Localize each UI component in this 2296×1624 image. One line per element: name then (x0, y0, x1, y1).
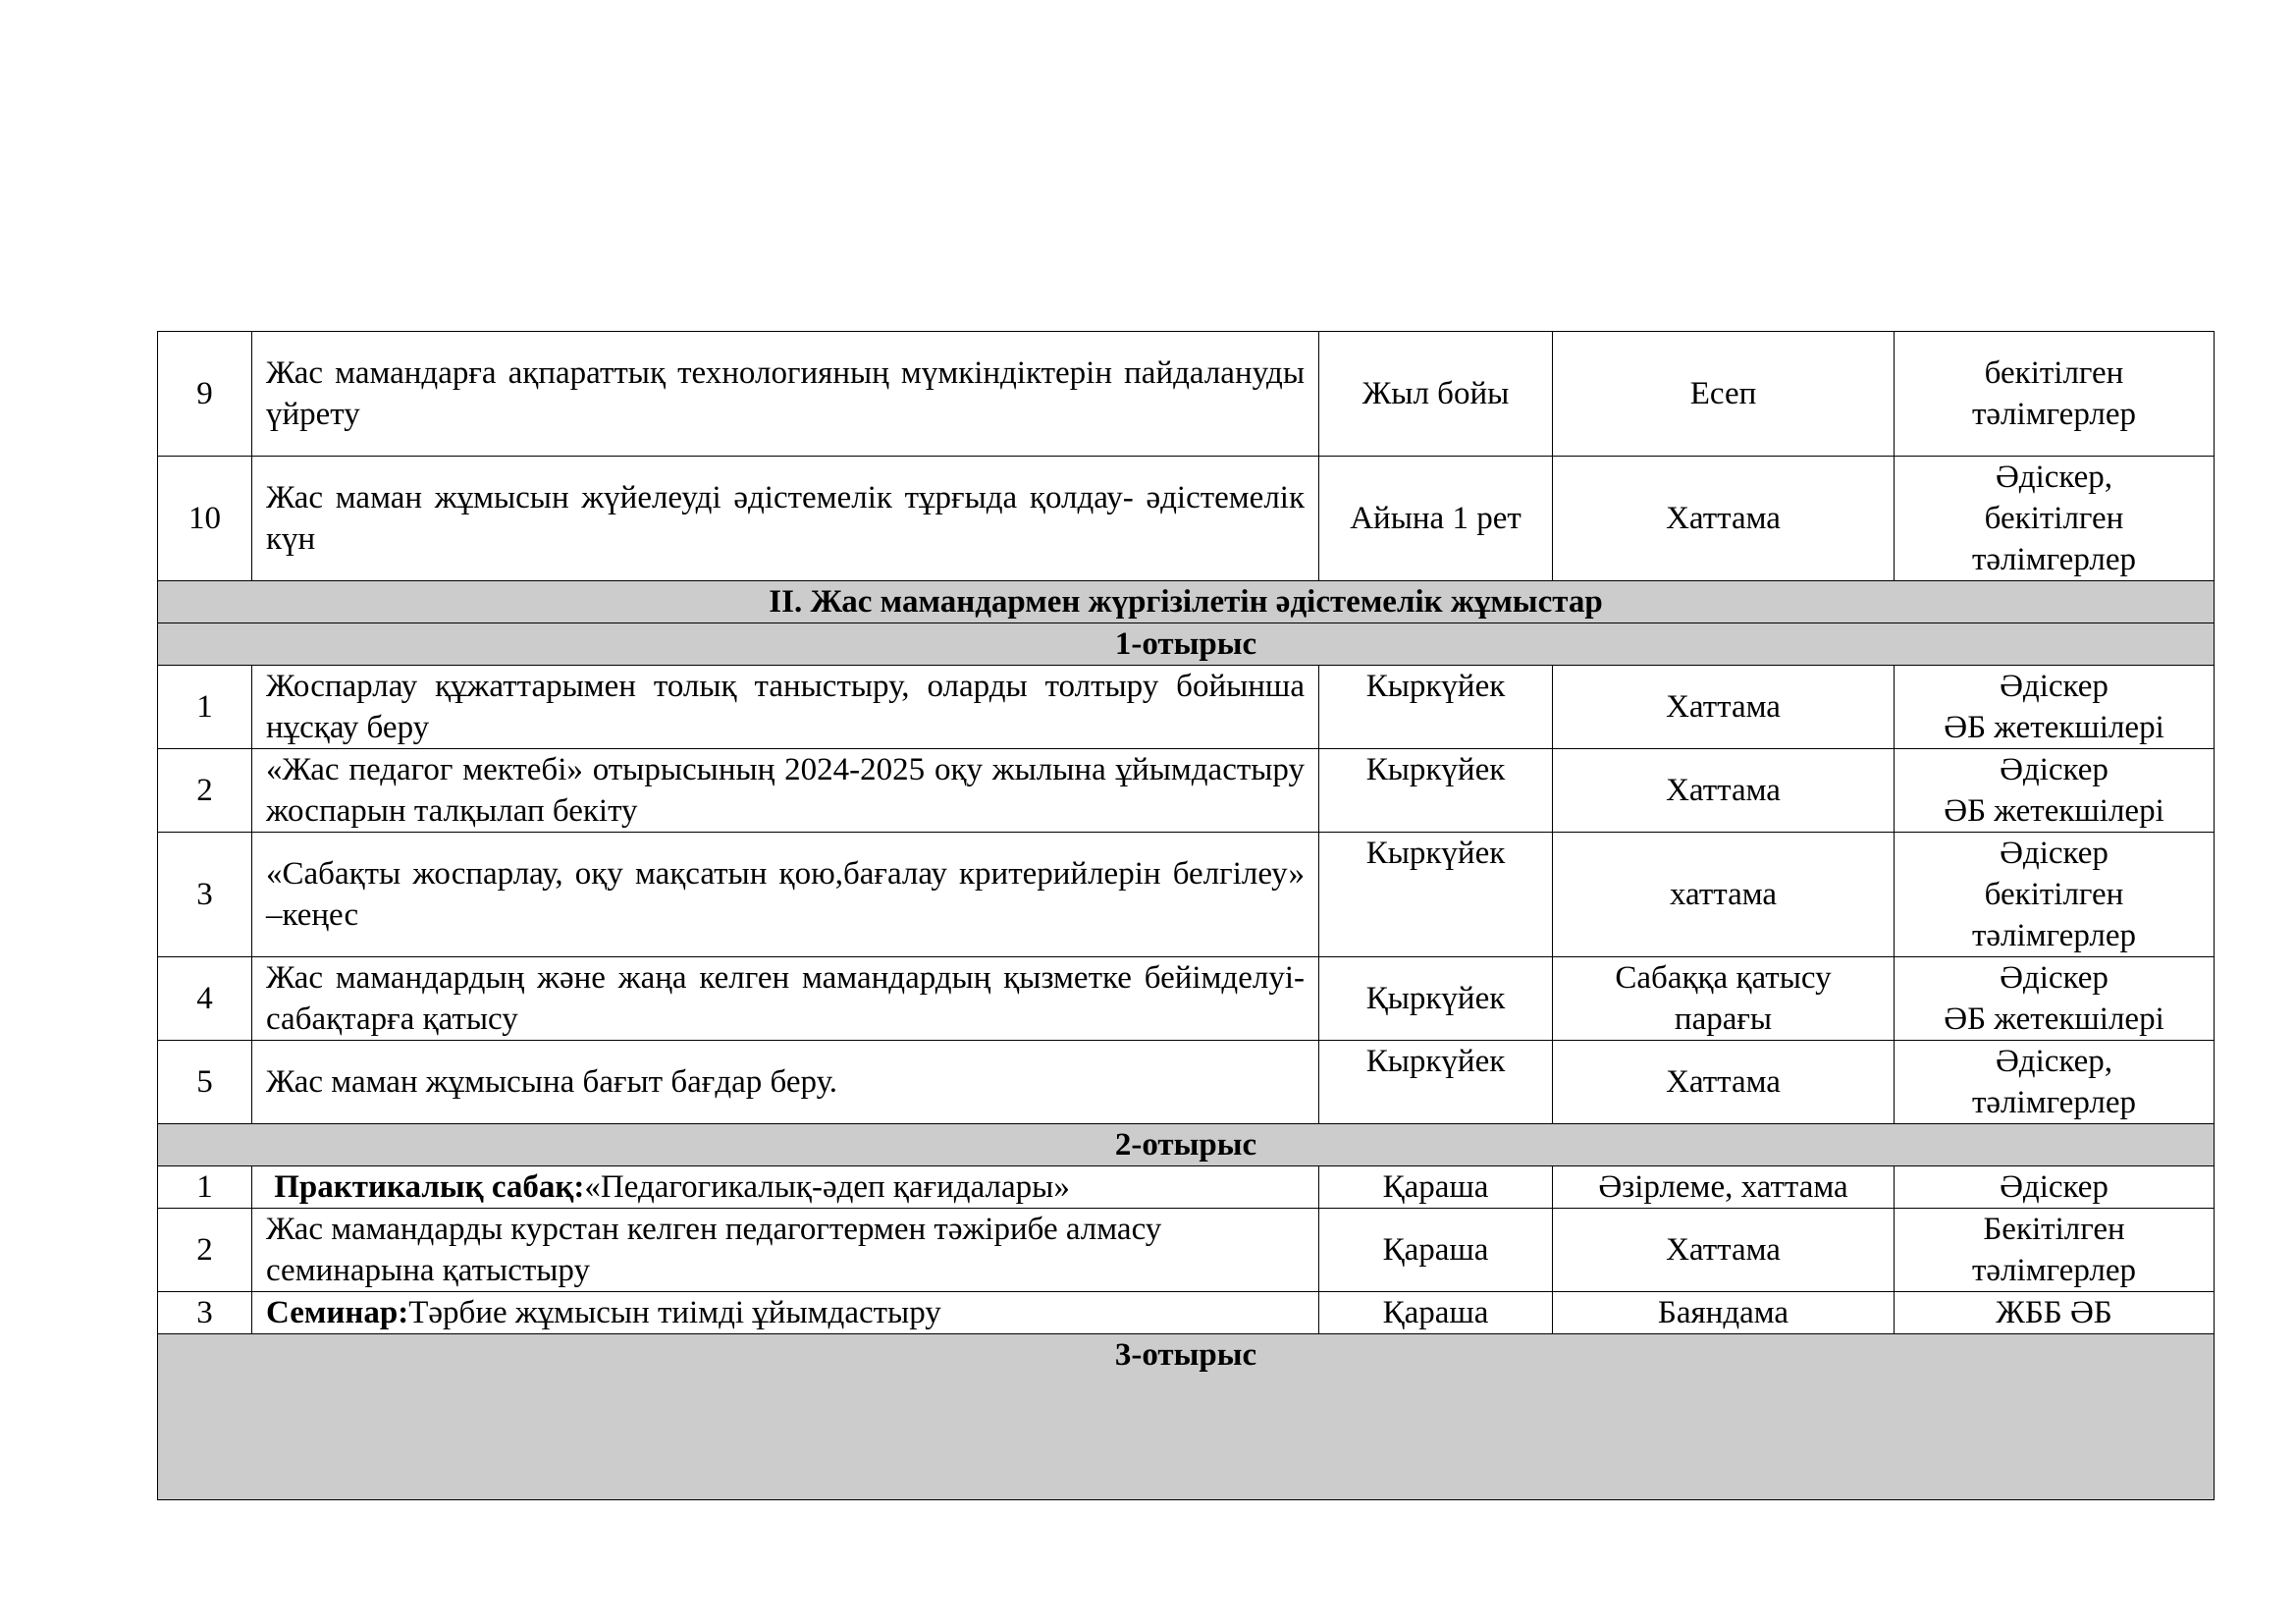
responsible: Әдіскер бекітілген тәлімгерлер (1895, 833, 2215, 957)
result-form: Есеп (1553, 332, 1895, 457)
activity-time: Кыркүйек (1319, 1041, 1553, 1124)
activity-description: Жас мамандарды курстан келген педагогтермен тәжірибе алмасу семинарына қатыстыру (252, 1209, 1319, 1292)
result-form: Әзірлеме, хаттама (1553, 1166, 1895, 1209)
responsible: Әдіскер ӘБ жетекшілері (1895, 749, 2215, 833)
row-number: 1 (158, 666, 252, 749)
result-form: Хаттама (1553, 1041, 1895, 1124)
activity-time: Қараша (1319, 1292, 1553, 1334)
activity-time: Кыркүйек (1319, 666, 1553, 749)
row-number: 4 (158, 957, 252, 1041)
session-1-title: 1-отырыс (158, 623, 2215, 666)
row-number: 2 (158, 1209, 252, 1292)
result-form: Сабаққа қатысу парағы (1553, 957, 1895, 1041)
activity-description: «Сабақты жоспарлау, оқу мақсатын қою,бағалау критерийлерін белгілеу» –кеңес (252, 833, 1319, 957)
row-number: 3 (158, 833, 252, 957)
activity-time: Кыркүйек (1319, 749, 1553, 833)
table-row (158, 1209, 2215, 1292)
table-row (158, 1041, 2215, 1124)
table-row (158, 749, 2215, 833)
responsible: бекітілген тәлімгерлер (1895, 332, 2215, 457)
result-form: Хаттама (1553, 749, 1895, 833)
row-number: 2 (158, 749, 252, 833)
activity-time: Кыркүйек (1319, 833, 1553, 957)
responsible: Әдіскер ӘБ жетекшілері (1895, 957, 2215, 1041)
row-number: 9 (158, 332, 252, 457)
activity-type-label: Семинар: (266, 1295, 409, 1330)
table-row (158, 833, 2215, 957)
row-number: 1 (158, 1166, 252, 1209)
responsible: Әдіскер, бекітілген тәлімгерлер (1895, 457, 2215, 581)
session-header-row (158, 1334, 2215, 1500)
activity-time: Айына 1 рет (1319, 457, 1553, 581)
activity-description: Жоспарлау құжаттарымен толық таныстыру, оларды толтыру бойынша нұсқау беру (252, 666, 1319, 749)
row-number: 10 (158, 457, 252, 581)
activity-description: «Жас педагог мектебі» отырысының 2024-2025 оқу жылына ұйымдастыру жоспарын талқылап бекіту (252, 749, 1319, 833)
activity-description (252, 1166, 1319, 1209)
session-3-title: 3-отырыс (158, 1334, 2215, 1500)
responsible: Әдіскер (1895, 1166, 2215, 1209)
responsible: ЖББ ӘБ (1895, 1292, 2215, 1334)
activity-topic: Тәрбие жұмысын тиімді ұйымдастыру (408, 1295, 941, 1330)
result-form: Баяндама (1553, 1292, 1895, 1334)
activity-description: Жас маман жұмысын жүйелеуді әдістемелік тұрғыда қолдау- әдістемелік күн (252, 457, 1319, 581)
activity-description: Жас мамандардың және жаңа келген мамандардың қызметке бейімделуі- сабақтарға қатысу (252, 957, 1319, 1041)
session-header-row (158, 1124, 2215, 1166)
row-number: 3 (158, 1292, 252, 1334)
activity-time: Қараша (1319, 1209, 1553, 1292)
row-number: 5 (158, 1041, 252, 1124)
responsible: Бекітілген тәлімгерлер (1895, 1209, 2215, 1292)
work-plan-table (157, 331, 2215, 1500)
table-row (158, 957, 2215, 1041)
table-row (158, 1292, 2215, 1334)
table-row (158, 666, 2215, 749)
result-form: Хаттама (1553, 666, 1895, 749)
responsible: Әдіскер ӘБ жетекшілері (1895, 666, 2215, 749)
section-header-row (158, 581, 2215, 623)
table-row (158, 1166, 2215, 1209)
session-header-row (158, 623, 2215, 666)
activity-description: Жас мамандарға ақпараттық технологияның мүмкіндіктерін пайдалануды үйрету (252, 332, 1319, 457)
activity-type-label: Практикалық сабақ: (274, 1169, 585, 1205)
activity-description (252, 1292, 1319, 1334)
activity-topic: «Педагогикалық-әдеп қағидалары» (584, 1169, 1070, 1205)
table-row (158, 332, 2215, 457)
session-2-title: 2-отырыс (158, 1124, 2215, 1166)
activity-time: Жыл бойы (1319, 332, 1553, 457)
responsible: Әдіскер, тәлімгерлер (1895, 1041, 2215, 1124)
activity-description: Жас маман жұмысына бағыт бағдар беру. (252, 1041, 1319, 1124)
activity-time: Қыркүйек (1319, 957, 1553, 1041)
table-row (158, 457, 2215, 581)
result-form: хаттама (1553, 833, 1895, 957)
section-title: II. Жас мамандармен жүргізілетін әдістемелік жұмыстар (158, 581, 2215, 623)
result-form: Хаттама (1553, 1209, 1895, 1292)
activity-time: Қараша (1319, 1166, 1553, 1209)
result-form: Хаттама (1553, 457, 1895, 581)
